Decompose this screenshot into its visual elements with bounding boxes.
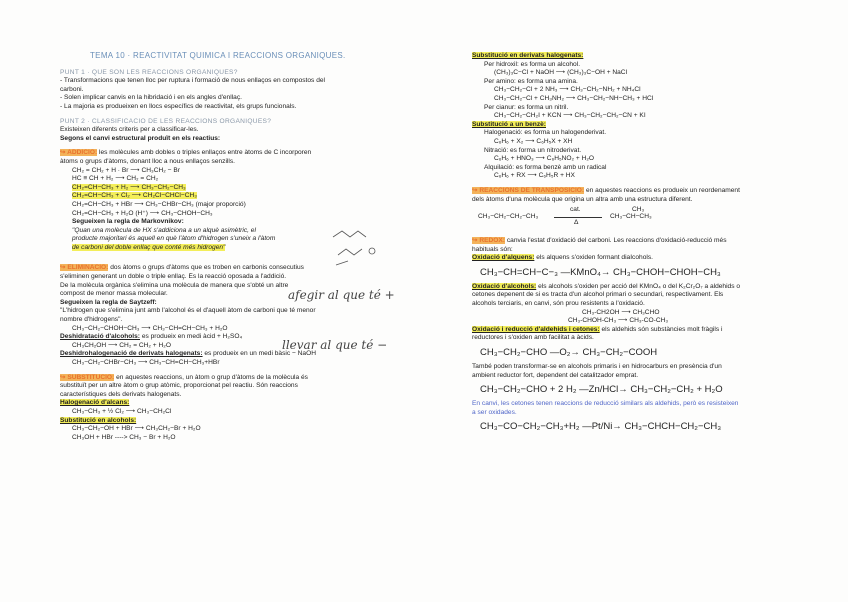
deshidrohalogenacio-heading: Deshidrohalogenació de derivats halogenats: (60, 350, 203, 358)
oxidacio-alcohols-text: els alcohols s'oxiden per acció del KMnO₄ o del K₂Cr₂O₇ a aldehids o (538, 282, 741, 290)
substitucio-alcohols-heading: Substitució en alcohols: (60, 416, 137, 424)
oxidacio-alquens-heading: Oxidació d'alquens: (472, 254, 535, 262)
deshidrohalogenacio-eq: CH₃−CH₂−CHBr−CH₃ ⟶ CH₃−CH=CH−CH₃+HBr (72, 359, 220, 366)
cetones-text: a ser oxidades. (472, 408, 517, 416)
oxidacio-aldehids-heading: Oxidació i reducció d'aldehids i cetones: (472, 325, 600, 333)
substitucio-alcohols-eq: CH₃OH + HBr ----> CH₃ − Br + H₂O (72, 433, 176, 441)
transposicio-text: en aquestes reaccions es produeix un reordenament (585, 186, 740, 194)
p1-line: - Transformacions que tenen lloc per ruptura i formació de nous enllaços en compostos del (60, 77, 325, 85)
addicio-eq: CH₂=CH−CH₃ + H₂ ⟶ CH₃−CH₂−CH₃ (72, 183, 186, 191)
reduccio-text: També poden transformar-se en alcohols primaris i en hidrocarburs en presència d'un (472, 363, 722, 371)
right-column (472, 52, 802, 437)
oxidacio-aldehids-text: reductores i s'oxiden amb facilitat a àcids. (472, 334, 594, 342)
markovnikov-intro: Segueixen la regla de Markovnikov: (72, 218, 184, 226)
saytzeff-quote: "L'hidrogen que s'elimina junt amb l'alcohol és el d'aquell àtom de carboni que té menor (60, 307, 316, 315)
benze-item: Halogenació: es forma un halogenderivat. (484, 129, 607, 137)
p1-line: - Solen implicar canvis en la hibridació i en els angles d'enllaç. (60, 94, 242, 102)
redox-text: canvia l'estat d'oxidació del carboni. Les reaccions d'oxidació-reducció més (506, 237, 727, 245)
benze-eq: C₆H₆ + RX ⟶ C₆H₅R + HX (494, 172, 575, 180)
substitucio-benze-heading: Substitució a un benzè: (472, 120, 546, 128)
benze-eq: C₆H₆ + HNO₃ ⟶ C₆H₅NO₂ + H₂O (494, 155, 595, 163)
substitucio-text: substituït per un altre àtom o grup atòmic, proporcionat pel reactiu. Són reaccions (60, 382, 298, 390)
deshidratacio-eq: CH₃CH₂OH ⟶ CH₂ = CH₂ + H₂O (72, 341, 171, 349)
addicio-eq: CH₂=CH−CH₃ + H₂O (H⁺) ⟶ CH₃−CHOH−CH₃ (72, 209, 213, 217)
section-title-2: PUNT 2 · CLASSIFICACIÓ DE LES REACCIONS ORGÀNIQUES? (60, 117, 272, 125)
subst-eq: CH₃−CH₂−CH₂I + KCN ⟶ CH₃−CH₂−CH₂−CN + KI (494, 112, 646, 120)
markovnikov-quote: "Quan una molècula de HX s'addiciona a un alquè asimètric, el (72, 226, 256, 234)
eliminacio-text: compost de menor massa molecular. (60, 290, 168, 298)
p1-line: carboni. (60, 85, 84, 93)
handwritten-note-1: afegir al que té + (288, 288, 395, 302)
addicio-text: les molècules amb dobles o triples enllaços entre àtoms de C incorporen (99, 149, 312, 157)
transposicio-eq-delta: Δ (574, 219, 579, 227)
eliminacio-heading: ↪ ELIMINACIÓ: (60, 264, 109, 272)
subst-eq: (CH₃)₃C−Cl + NaOH ⟶ (CH₃)₃C−OH + NaCl (494, 69, 628, 77)
subst-item: Per hidroxil: es forma un alcohol. (484, 60, 581, 68)
deshidrohalogenacio-text: es produeix en un medi bàsic − NaOH (204, 350, 316, 358)
addicio-heading: ↪ ADDICIÓ: (60, 149, 98, 157)
substitucio-derivats-heading: Substitució en derivats halogenats: (472, 52, 584, 59)
reduccio-eq: CH₃−CH₂−CHO + 2 H₂ —Zn/HCl→ CH₃−CH₂−CH₂ + H₂O (480, 384, 723, 396)
oxidacio-alquens-text: els alquens s'oxiden formant diaIcohols. (536, 254, 653, 262)
deshidratacio-text: es produeix en medi àcid + H₂SO₄ (141, 333, 243, 341)
transposicio-equation (472, 207, 802, 231)
subst-eq: CH₃−CH₂−Cl + 2 NH₃ ⟶ CH₃−CH₂−NH₂ + NH₄Cl (494, 86, 641, 94)
substitucio-text: en aquestes reaccions, un àtom o grup d'àtoms de la molècula és (116, 373, 308, 381)
handwritten-molecule-sketch (328, 215, 408, 275)
addicio-eq: CH₂=CH−CH₃ + Cl₂ ⟶ CH₂Cl−CHCl−CH₃ (72, 192, 197, 200)
p2-line: Segons el canvi estructural produït en els reactius: (60, 134, 221, 142)
addicio-eq: CH₂ = CH₂ + H · Br ⟶ CH₃CH₂ − Br (72, 166, 180, 174)
reaction-arrow-icon (554, 217, 602, 218)
transposicio-eq-branch: CH₃ (632, 206, 645, 214)
oxidacio-alcohols-heading: Oxidació d'alcohols: (472, 282, 537, 290)
subst-item: Per amino: es forma una amina. (484, 77, 578, 85)
benze-eq: C₆H₆ + X₂ ⟶ C₆H₅X + XH (494, 137, 573, 145)
subst-eq: CH₃−CH₂−Cl + CH₃NH₂ ⟶ CH₃−CH₂−NH−CH₃ + HCl (494, 94, 654, 102)
substitucio-alcohols-eq: CH₃−CH₂−OH + HBr ⟶ CH₃CH₂−Br + H₂O (72, 425, 201, 433)
substitucio-heading: ↪ SUBSTITUCIÓ: (60, 373, 115, 381)
page-title: TEMA 10 · REACTIVITAT QUÍMICA I REACCIONS ORGÀNIQUES. (90, 52, 346, 60)
addicio-eq: CH₂=CH−CH₃ + HBr ⟶ CH₃−CHBr−CH₃ (major proporció) (72, 200, 246, 208)
deshidratacio-heading: Deshidratació d'alcohols: (60, 333, 140, 341)
redox-heading: ↪ REDOX: (472, 237, 506, 245)
oxidacio-aldehids-eq: CH₃−CH₂−CHO —O₂→ CH₃−CH₂−COOH (480, 347, 658, 359)
transposicio-heading: ↪ REACCIONS DE TRANSPOSICIÓ: (472, 186, 585, 194)
saytzeff-quote: nombre d'hidrogens". (60, 316, 123, 324)
saytzeff-intro: Segueixen la regla de Saytzeff: (60, 298, 157, 306)
cetones-text: En canvi, les cetones tenen reaccions de reducció similars als aldehids, però es resisteixen (472, 400, 739, 408)
eliminacio-text: De la molècula orgànica s'elimina una molècula de manera que s'obté un altre (60, 281, 289, 289)
eliminacio-text: dos àtoms o grups d'àtoms que es troben en carbonis consecutius (110, 264, 304, 272)
oxidacio-alcohols-text: cetones depenent de si es tracta d'un alcohol primari o secundari, respectivament. Els (472, 291, 724, 299)
markovnikov-quote: producte majoritari és aquell en què l'àtom d'hidrogen s'uneix a l'àtom (72, 235, 276, 243)
benze-item: Nitració: es forma un nitroderivat. (484, 146, 582, 154)
eliminacio-eq: CH₃−CH₂−CHOH−CH₃ ⟶ CH₃−CH=CH−CH₃ + H₂O (72, 324, 228, 332)
transposicio-eq-right: CH₃−CH−CH₃ (610, 213, 652, 221)
halogenacio-heading: Halogenació d'alcans: (60, 399, 130, 407)
handwritten-note-2: llevar al que té − (282, 338, 388, 352)
oxidacio-alquens-eq: CH₃−CH=CH−C−₃ —KMnO₄→ CH₃−CHOH−CHOH−CH₃ (480, 266, 721, 278)
p2-line: Existeixen diferents criteris per a classificar-les. (60, 126, 199, 134)
oxidacio-alcohols-text: alcohols terciaris, en canvi, són prou resistents a l'oxidació. (472, 300, 645, 308)
transposicio-text: dels àtoms d'una molècula que origina un altra amb una estructura diferent. (472, 195, 693, 203)
p1-line: - La majoria es produeixen en llocs específics de reactivitat, els grups funcionals. (60, 102, 297, 110)
transposicio-eq-cat: cat. (570, 206, 581, 214)
transposicio-eq-left: CH₃−CH₂−CH₂−CH₃ (478, 213, 539, 221)
substitucio-text: característiques dels derivats halogenats. (60, 390, 182, 398)
benze-item: Alquilació: es forma benzè amb un radical (484, 163, 607, 171)
eliminacio-text: s'eliminen generant un doble o triple enllaç. És la reacció oposada a l'addició. (60, 273, 287, 281)
section-title-1: PUNT 1 · QUE SÓN LES REACCIONS ORGÀNIQUES? (60, 68, 238, 76)
oxidacio-alcohols-eq: CH₃-CH2OH ⟶ CH₃CHO (582, 308, 660, 316)
halogenacio-eq: CH₃−CH₃ + ½ Cl₂ ⟶ CH₃−CH₂Cl (72, 407, 172, 415)
oxidacio-aldehids-text: els aldehids són substàncies molt fràgils i (601, 325, 723, 333)
subst-item: Per cianur: es forma un nitril. (484, 103, 569, 111)
oxidacio-alcohols-eq: CH₃-CHOH-CH₃ ⟶ CH₃-CO-CH₃ (568, 317, 669, 325)
cetones-eq: CH₃−CO−CH₂−CH₃+H₂ —Pt/Ni→ CH₃−CHCH−CH₂−CH₃ (480, 421, 722, 433)
reduccio-text: ambient reductor fort, dependent del catalitzador emprat. (472, 371, 639, 379)
addicio-text: àtoms o grups d'àtoms, donant lloc a nous enllaços senzills. (60, 157, 235, 165)
redox-text: habituals són: (472, 245, 513, 253)
markovnikov-quote: de carboni del doble enllaç que conté més hidrogen" (72, 243, 226, 251)
addicio-eq: HC ≡ CH + H₂ ⟶ CH₂ = CH₂ (72, 175, 159, 183)
